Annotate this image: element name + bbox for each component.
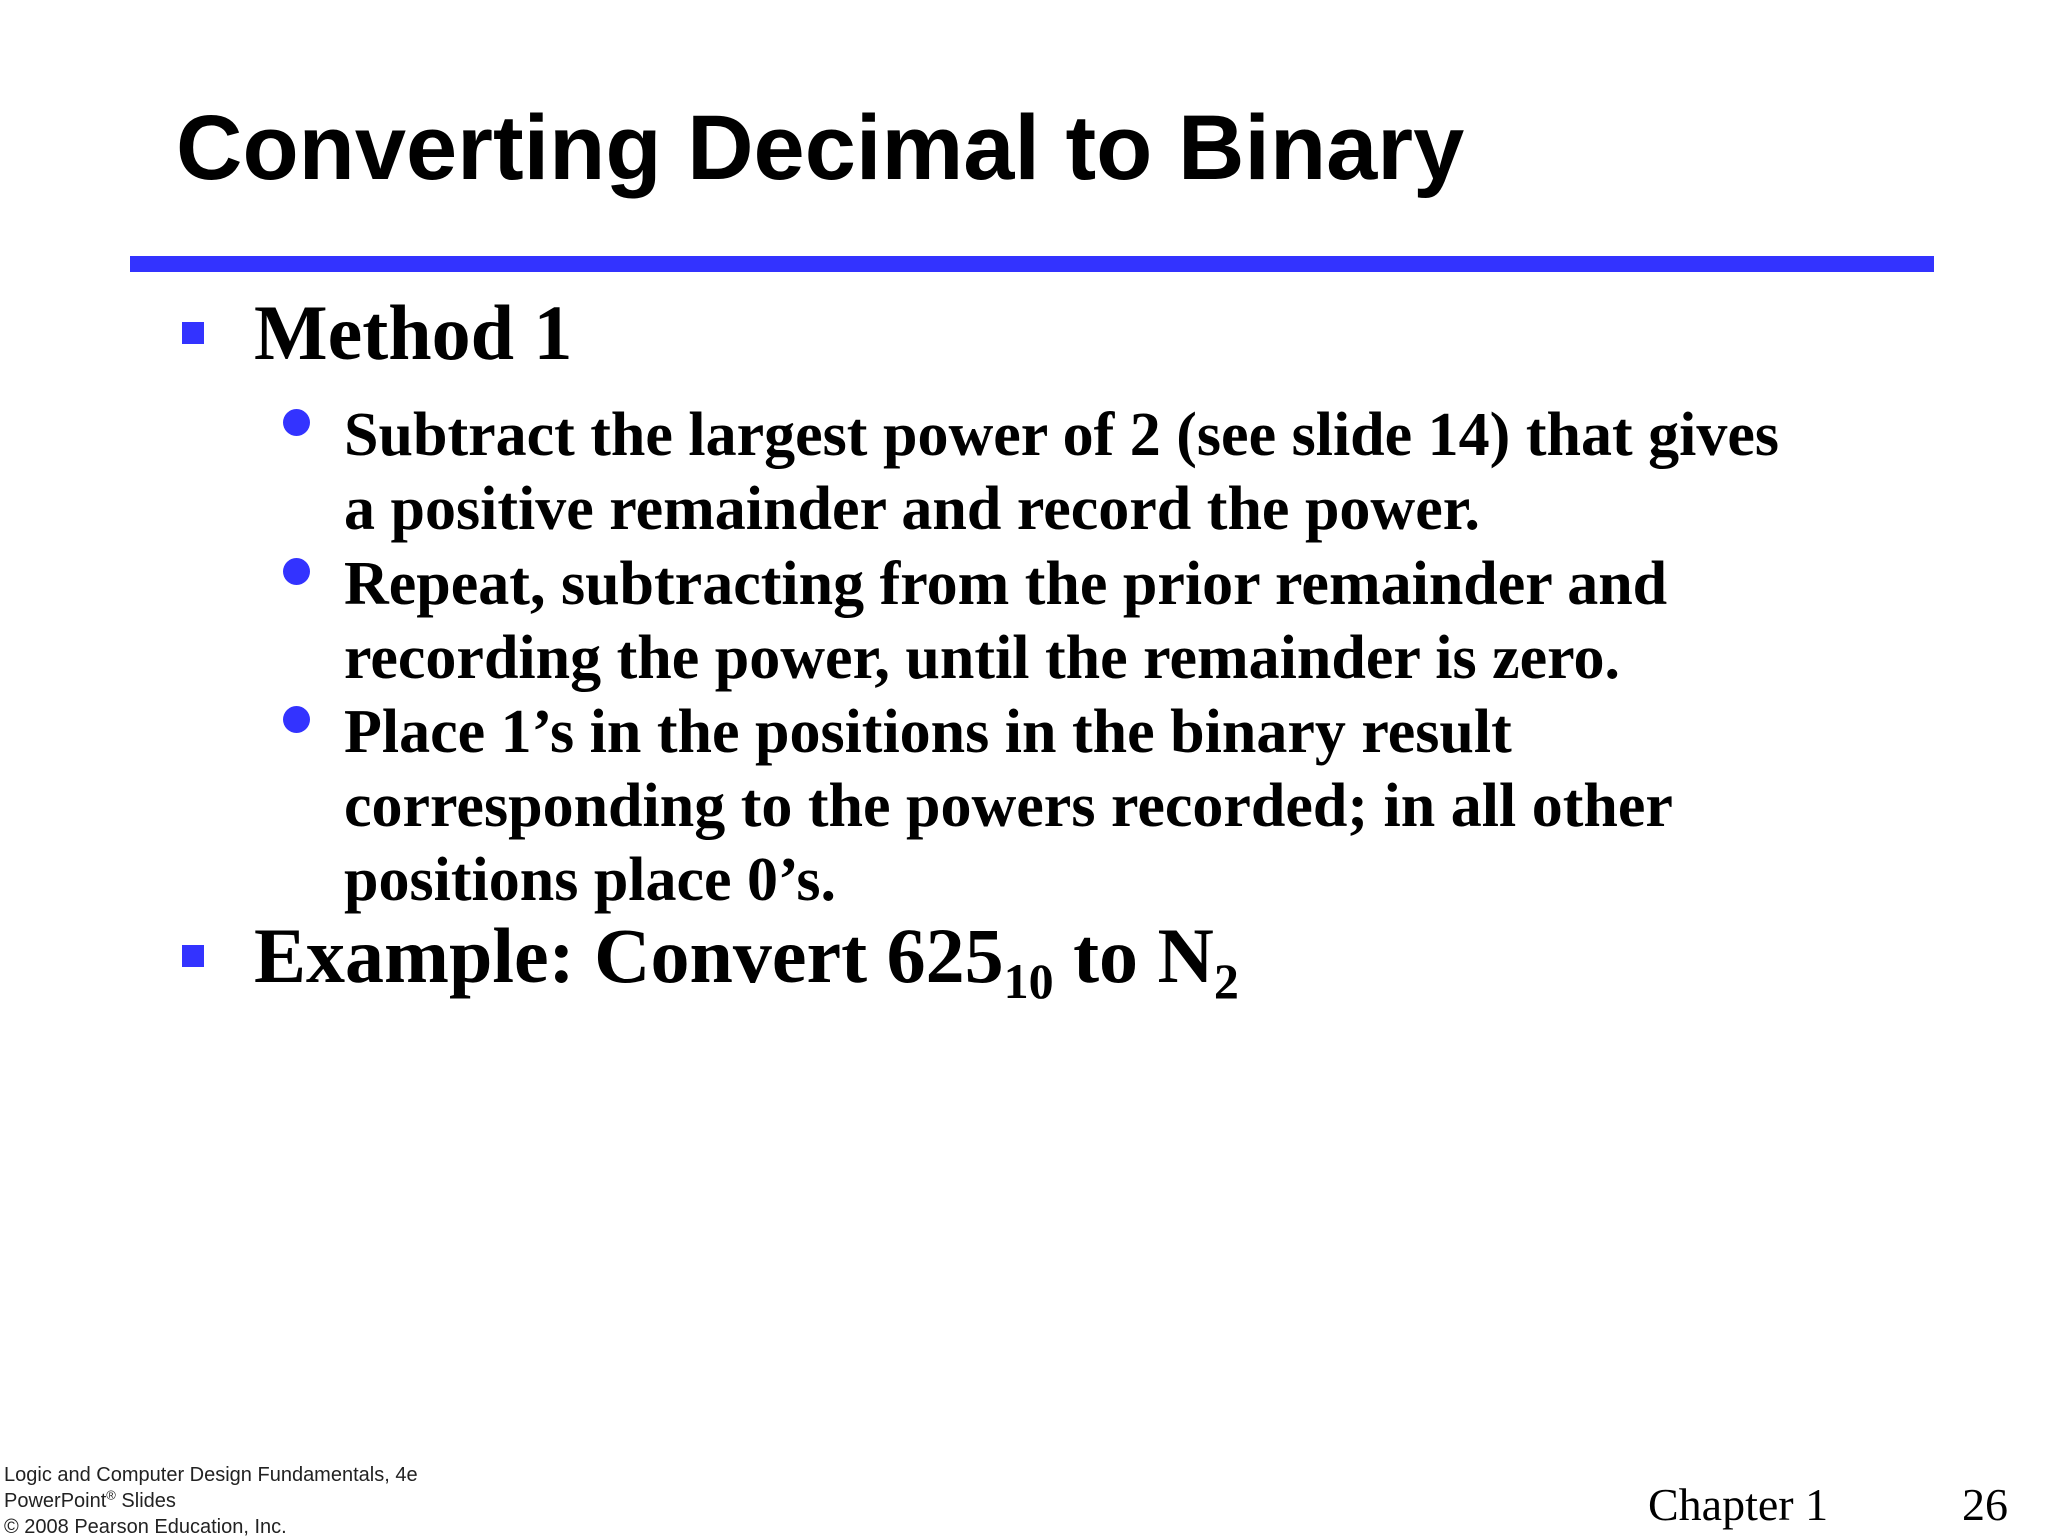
step-1-line-2: a positive remainder and record the power. (344, 475, 1481, 543)
step-2 (344, 547, 1667, 695)
footer-chapter: Chapter 1 (1648, 1479, 1829, 1530)
step-3 (344, 695, 1673, 917)
step-3-line-2: corresponding to the powers recorded; in all other (344, 772, 1673, 840)
example-prefix: Example: Convert 625 (254, 912, 1004, 999)
slide-title: Converting Decimal to Binary (176, 97, 1465, 199)
example-base-10-subscript: 10 (1003, 953, 1054, 1009)
square-bullet-icon (182, 945, 204, 967)
footer-credit (4, 1462, 418, 1540)
title-divider (130, 256, 1934, 272)
credit-line-2 (4, 1488, 418, 1514)
method-heading: Method 1 (254, 289, 573, 376)
step-3-line-3: positions place 0’s. (344, 846, 837, 914)
round-bullet-icon (283, 409, 310, 436)
credit-line-2-rest: Slides (115, 1490, 176, 1512)
step-1 (344, 398, 1779, 546)
step-1-line-1: Subtract the largest power of 2 (see slide 14) that gives (344, 401, 1779, 469)
step-2-line-2: recording the power, until the remainder is zero. (344, 624, 1621, 692)
credit-line-3: © 2008 Pearson Education, Inc. (4, 1516, 287, 1538)
step-3-line-1: Place 1’s in the positions in the binary result (344, 698, 1512, 766)
round-bullet-icon (283, 558, 310, 585)
credit-line-1: Logic and Computer Design Fundamentals, 4e (4, 1464, 418, 1486)
example-mid: to N (1053, 912, 1214, 999)
example-line (254, 912, 1239, 1009)
square-bullet-icon (182, 322, 204, 344)
step-2-line-1: Repeat, subtracting from the prior remainder and (344, 550, 1668, 618)
credit-line-2-main: PowerPoint (4, 1490, 107, 1512)
round-bullet-icon (283, 706, 310, 733)
registered-mark: ® (106, 1487, 116, 1503)
footer-page-number: 26 (1962, 1479, 2008, 1530)
example-base-2-subscript: 2 (1213, 953, 1239, 1009)
